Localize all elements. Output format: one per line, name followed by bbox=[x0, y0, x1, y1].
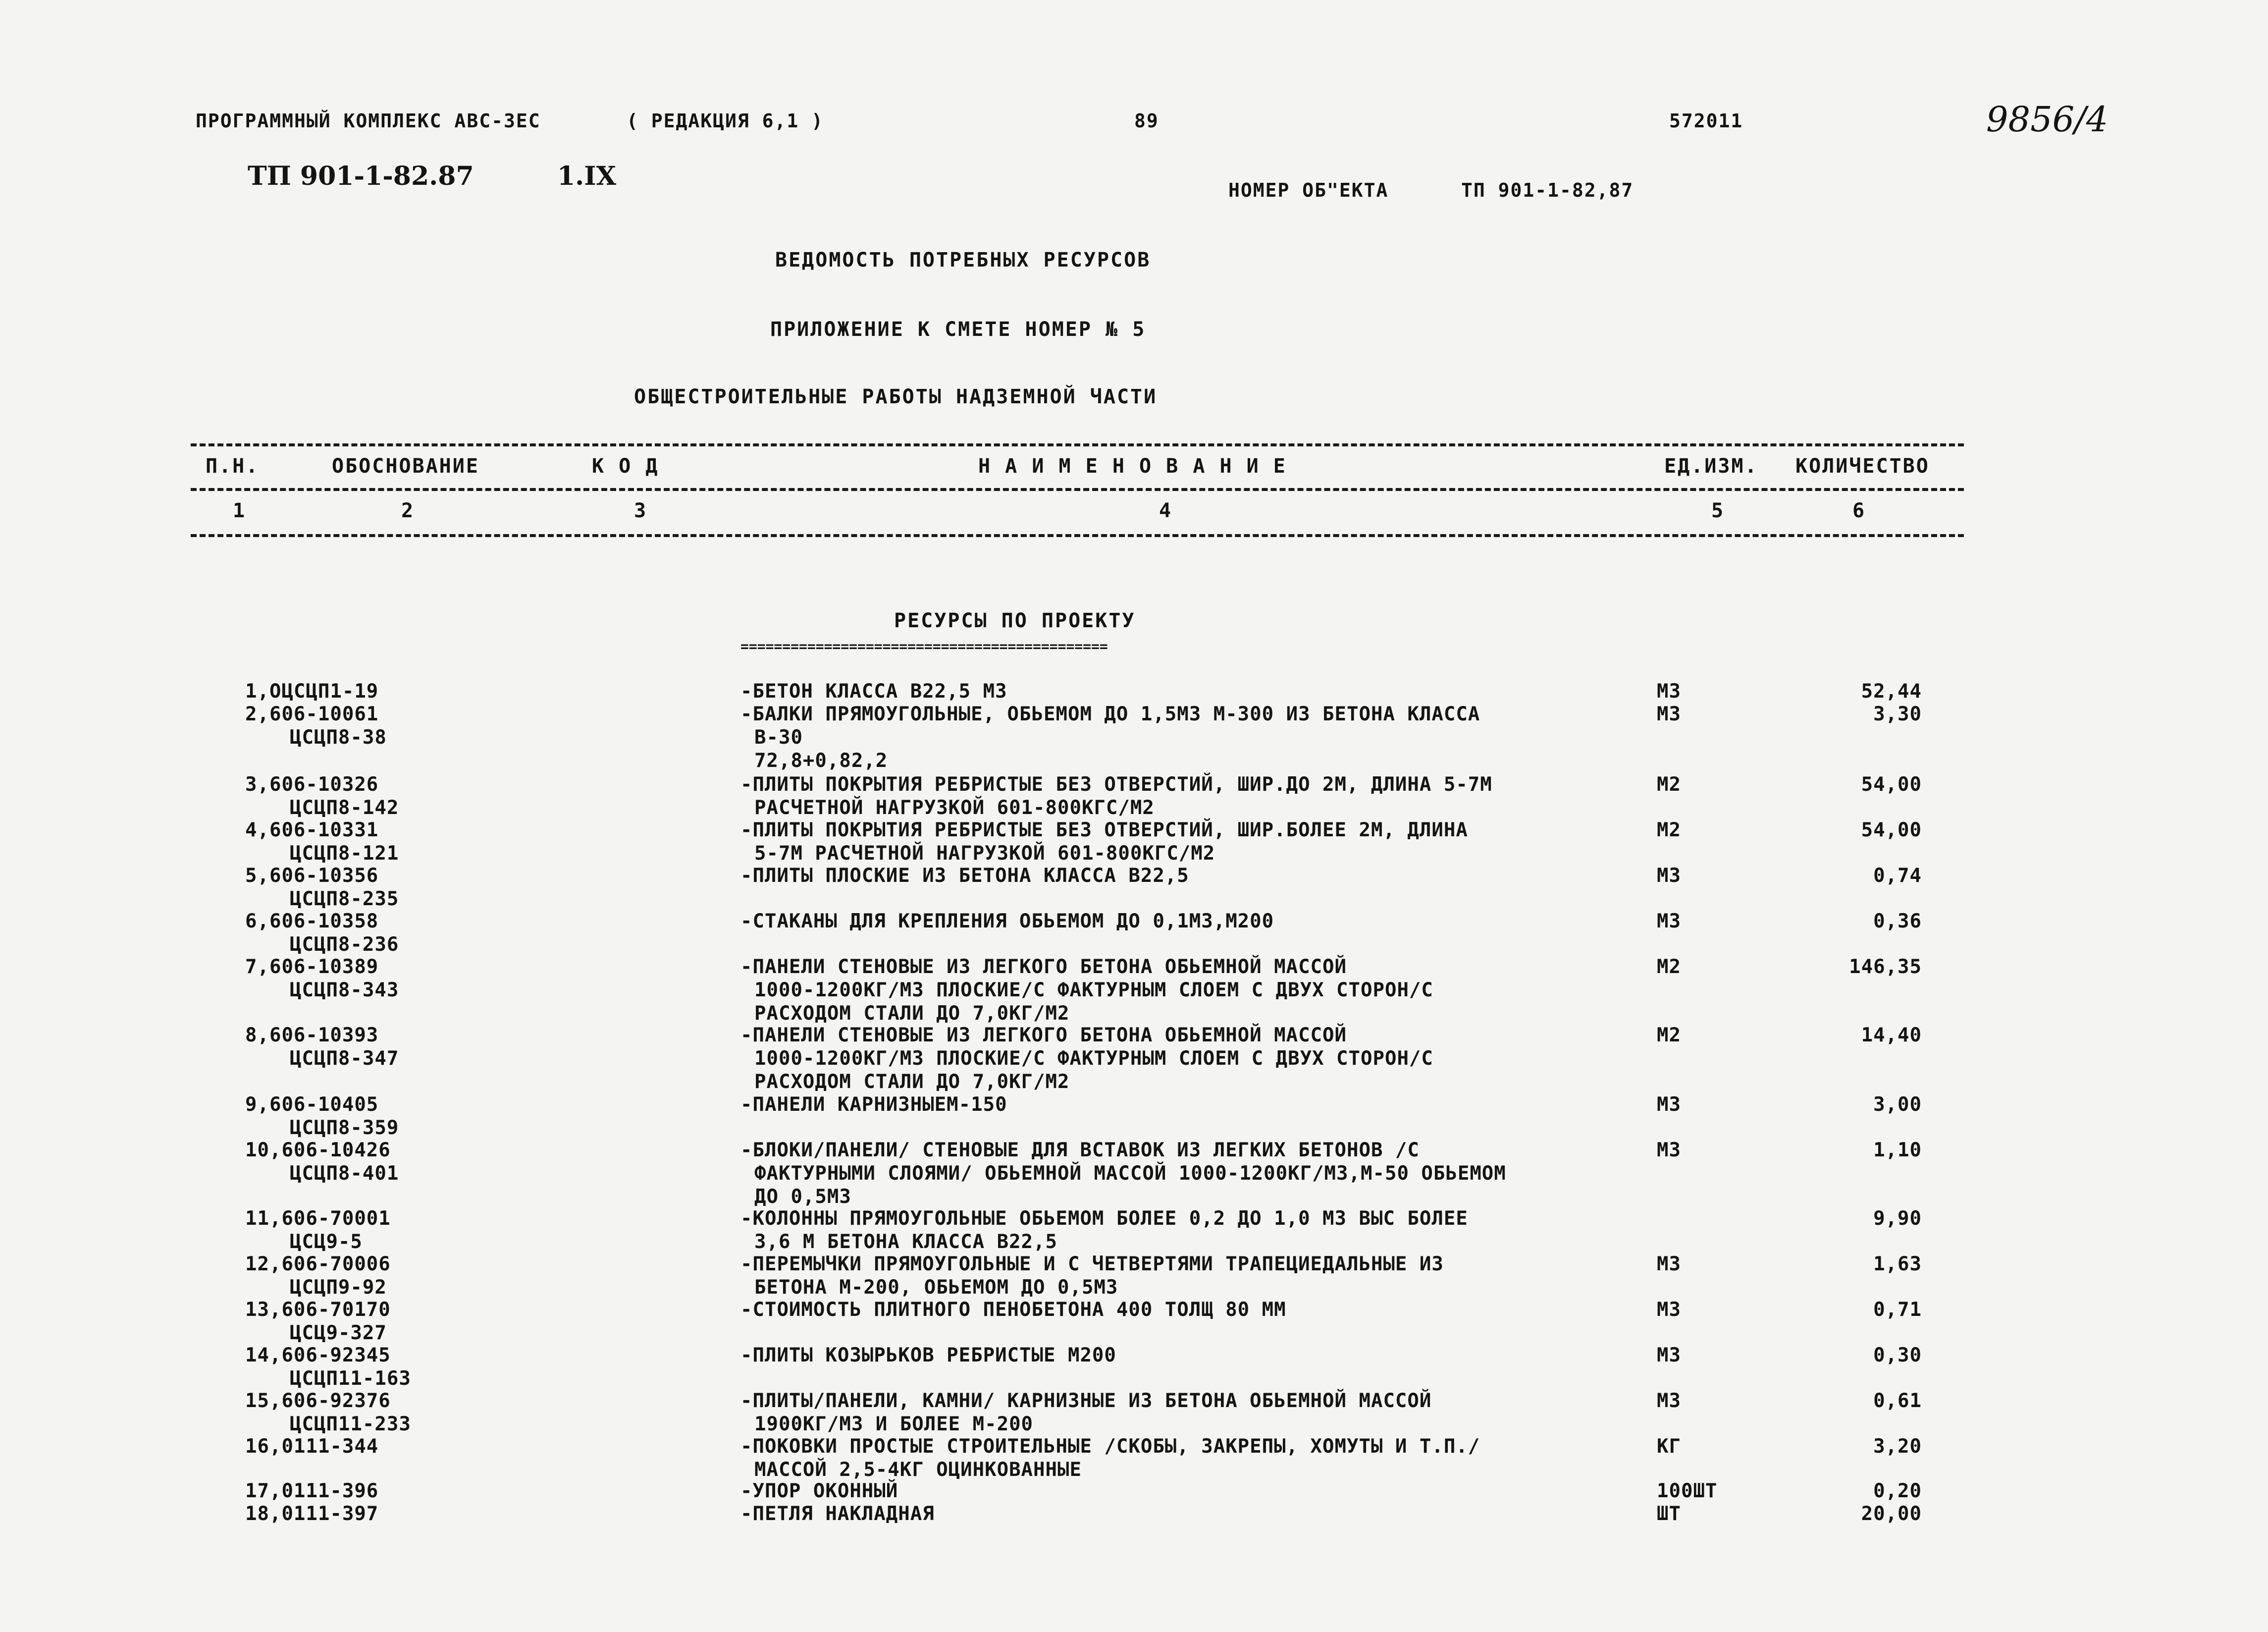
row-quantity: 3,00 bbox=[1873, 1093, 1922, 1116]
row-name-line: 1900КГ/М3 И БОЛЕЕ М-200 bbox=[754, 1413, 1034, 1435]
title-works: ОБЩЕСТРОИТЕЛЬНЫЕ РАБОТЫ НАДЗЕМНОЙ ЧАСТИ bbox=[634, 385, 1158, 408]
row-unit: М2 bbox=[1657, 773, 1681, 796]
row-name-line: -БЕТОН КЛАССА В22,5 М3 bbox=[740, 680, 1007, 703]
row-name-line: РАСХОДОМ СТАЛИ ДО 7,0КГ/М2 bbox=[754, 1002, 1070, 1025]
row-name-line: ФАКТУРНЫМИ СЛОЯМИ/ ОБЬЕМНОЙ МАССОЙ 1000-1200КГ/М3,М-50 ОБЬЕМОМ bbox=[754, 1162, 1506, 1185]
row-code-line: ЦСЦП8-235 bbox=[290, 888, 399, 910]
row-name bbox=[740, 1298, 1286, 1321]
row-code-line: 3,606-10326 bbox=[245, 773, 379, 796]
row-code-line: ЦСЦ9-327 bbox=[290, 1322, 387, 1344]
row-name bbox=[740, 1344, 1116, 1367]
row-code bbox=[245, 1389, 411, 1436]
row-code-line: 7,606-10389 bbox=[245, 956, 379, 978]
row-quantity: 20,00 bbox=[1861, 1503, 1922, 1525]
row-quantity: 0,30 bbox=[1873, 1344, 1922, 1366]
row-code-line: 17,0111-396 bbox=[245, 1480, 379, 1502]
row-name bbox=[740, 773, 1492, 819]
row-name bbox=[740, 1389, 1431, 1436]
row-code-line: 13,606-70170 bbox=[245, 1299, 391, 1321]
row-code bbox=[245, 703, 387, 749]
row-code-line: 12,606-70006 bbox=[245, 1253, 391, 1275]
col-number-3: 3 bbox=[634, 499, 646, 522]
row-quantity: 0,74 bbox=[1873, 865, 1922, 887]
row-name-line: -СТАКАНЫ ДЛЯ КРЕПЛЕНИЯ ОБЬЕМОМ ДО 0,1М3,М200 bbox=[740, 910, 1274, 932]
row-quantity: 3,20 bbox=[1873, 1435, 1922, 1458]
row-code-line: ЦСЦП9-92 bbox=[290, 1276, 387, 1299]
row-quantity: 14,40 bbox=[1861, 1024, 1922, 1046]
col-header-code: К О Д bbox=[592, 455, 659, 478]
row-code-line: ЦСЦП8-38 bbox=[290, 726, 387, 749]
row-name-line: РАСХОДОМ СТАЛИ ДО 7,0КГ/М2 bbox=[754, 1071, 1070, 1093]
row-code-line: ЦСЦП8-142 bbox=[290, 797, 399, 819]
row-unit: М3 bbox=[1657, 703, 1681, 725]
row-name-line: -ПЛИТЫ КОЗЫРЬКОВ РЕБРИСТЫЕ М200 bbox=[740, 1344, 1116, 1366]
row-name-line: -ПЕТЛЯ НАКЛАДНАЯ bbox=[740, 1503, 935, 1525]
row-quantity: 54,00 bbox=[1861, 819, 1922, 841]
row-code-line: ЦСЦП11-233 bbox=[290, 1413, 411, 1435]
row-unit: М3 bbox=[1657, 865, 1681, 887]
row-code-line: 16,0111-344 bbox=[245, 1435, 379, 1458]
row-unit: М3 bbox=[1657, 1093, 1681, 1116]
row-quantity: 146,35 bbox=[1849, 956, 1922, 978]
row-quantity: 0,61 bbox=[1873, 1390, 1922, 1412]
row-name-line: 1000-1200КГ/М3 ПЛОСКИЕ/С ФАКТУРНЫМ СЛОЕМ С ДВУХ СТОРОН/С bbox=[754, 979, 1433, 1001]
row-quantity: 9,90 bbox=[1873, 1207, 1922, 1230]
row-name-line: РАСЧЕТНОЙ НАГРУЗКОЙ 601-800КГС/М2 bbox=[754, 797, 1155, 819]
row-name bbox=[740, 1479, 898, 1503]
row-code bbox=[245, 1298, 391, 1345]
col-header-qty: КОЛИЧЕСТВО bbox=[1795, 455, 1930, 478]
row-code-line: 11,606-70001 bbox=[245, 1207, 391, 1230]
row-code bbox=[245, 1435, 378, 1458]
row-name bbox=[740, 1093, 1007, 1116]
row-name-line: -ПАНЕЛИ СТЕНОВЫЕ ИЗ ЛЕГКОГО БЕТОНА ОБЬЕМНОЙ МАССОЙ bbox=[740, 1024, 1347, 1046]
col-number-2: 2 bbox=[401, 499, 414, 522]
title-appendix: ПРИЛОЖЕНИЕ К СМЕТЕ НОМЕР № 5 bbox=[770, 318, 1146, 341]
row-name bbox=[740, 1435, 1480, 1481]
row-code-line: 1,ОЦСЦП1-19 bbox=[245, 680, 379, 703]
row-name-line: -ПЛИТЫ ПОКРЫТИЯ РЕБРИСТЫЕ БЕЗ ОТВЕРСТИЙ, ШИР.ДО 2М, ДЛИНА 5-7М bbox=[740, 773, 1492, 796]
row-unit: М2 bbox=[1657, 1024, 1681, 1046]
row-code bbox=[245, 955, 399, 1002]
row-code-line: ЦСЦП8-359 bbox=[290, 1117, 399, 1139]
row-unit: М2 bbox=[1657, 819, 1681, 841]
row-code-line: 8,606-10393 bbox=[245, 1024, 379, 1046]
row-code bbox=[245, 1024, 399, 1070]
row-unit: М3 bbox=[1657, 1139, 1681, 1161]
row-name-line: -КОЛОННЫ ПРЯМОУГОЛЬНЫЕ ОБЬЕМОМ БОЛЕЕ 0,2 ДО 1,0 М3 ВЫС БОЛЕЕ bbox=[740, 1207, 1468, 1230]
col-header-name: Н А И М Е Н О В А Н И Е bbox=[978, 455, 1287, 478]
row-quantity: 1,10 bbox=[1873, 1139, 1922, 1161]
row-code-line: ЦСЦП11-163 bbox=[290, 1367, 411, 1390]
row-unit: М3 bbox=[1657, 680, 1681, 703]
row-unit: ШТ bbox=[1657, 1503, 1681, 1525]
col-number-1: 1 bbox=[233, 499, 245, 522]
row-code-line: 6,606-10358 bbox=[245, 910, 379, 932]
row-unit: М3 bbox=[1657, 1299, 1681, 1321]
row-code bbox=[245, 910, 399, 956]
row-name bbox=[740, 680, 1007, 703]
row-code-line: 10,606-10426 bbox=[245, 1139, 391, 1161]
table-top-rule bbox=[191, 443, 1964, 446]
object-value: ТП 901-1-82,87 bbox=[1461, 179, 1634, 201]
page-number: 89 bbox=[1134, 110, 1159, 132]
row-name-line: -ПЛИТЫ/ПАНЕЛИ, КАМНИ/ КАРНИЗНЫЕ ИЗ БЕТОНА ОБЬЕМНОЙ МАССОЙ bbox=[740, 1390, 1432, 1412]
row-code-line: ЦСЦП8-236 bbox=[290, 933, 399, 956]
row-code bbox=[245, 1252, 391, 1299]
row-name-line: -БЛОКИ/ПАНЕЛИ/ СТЕНОВЫЕ ДЛЯ ВСТАВОК ИЗ ЛЕГКИХ БЕТОНОВ /С bbox=[740, 1139, 1420, 1161]
doc-code: ТП 901-1-82.87 bbox=[248, 161, 474, 191]
row-code-line: 15,606-92376 bbox=[245, 1390, 391, 1412]
row-code-line: 2,606-10061 bbox=[245, 703, 379, 725]
program-name: ПРОГРАММНЫЙ КОМПЛЕКС АВС-3ЕС bbox=[196, 110, 541, 132]
row-name-line: -УПОР ОКОННЫЙ bbox=[740, 1480, 898, 1502]
row-name-line: БЕТОНА М-200, ОБЬЕМОМ ДО 0,5М3 bbox=[754, 1276, 1118, 1299]
table-bottom-rule bbox=[191, 534, 1964, 537]
row-code bbox=[245, 1139, 399, 1185]
row-code-line: 9,606-10405 bbox=[245, 1093, 379, 1116]
handwritten-number: 9856/4 bbox=[1986, 99, 2109, 140]
row-unit: М3 bbox=[1657, 1253, 1681, 1275]
row-code bbox=[245, 1344, 411, 1390]
row-name bbox=[740, 955, 1433, 1025]
row-code-line: 14,606-92345 bbox=[245, 1344, 391, 1366]
row-code-line: ЦСЦП8-347 bbox=[290, 1047, 399, 1070]
row-name-line: -ПЕРЕМЫЧКИ ПРЯМОУГОЛЬНЫЕ И С ЧЕТВЕРТЯМИ ТРАПЕЦИЕДАЛЬНЫЕ ИЗ bbox=[740, 1253, 1444, 1275]
row-name bbox=[740, 703, 1480, 772]
row-code-line: ЦСЦП8-343 bbox=[290, 979, 399, 1001]
col-number-5: 5 bbox=[1711, 499, 1724, 522]
row-name bbox=[740, 910, 1274, 933]
row-code bbox=[245, 680, 378, 703]
row-name bbox=[740, 1502, 935, 1525]
row-name-line: МАССОЙ 2,5-4КГ ОЦИНКОВАННЫЕ bbox=[754, 1459, 1082, 1481]
row-code-line: 18,0111-397 bbox=[245, 1503, 379, 1525]
row-name bbox=[740, 1139, 1506, 1208]
table-mid-rule bbox=[191, 488, 1964, 491]
row-name-line: В-30 bbox=[754, 726, 803, 749]
object-label: НОМЕР ОБ"ЕКТА bbox=[1228, 179, 1389, 201]
row-unit: М3 bbox=[1657, 1390, 1681, 1412]
document-code: 572011 bbox=[1669, 110, 1743, 132]
row-name bbox=[740, 1252, 1444, 1299]
col-number-6: 6 bbox=[1852, 499, 1865, 522]
edition: ( РЕДАКЦИЯ 6,1 ) bbox=[627, 110, 824, 132]
row-code bbox=[245, 773, 399, 819]
row-name bbox=[740, 1207, 1468, 1253]
row-code-line: ЦСЦ9-5 bbox=[290, 1231, 363, 1253]
row-code-line: 4,606-10331 bbox=[245, 819, 379, 841]
row-name-line: -ПАНЕЛИ КАРНИЗНЫЕМ-150 bbox=[740, 1093, 1007, 1116]
row-name-line: -БАЛКИ ПРЯМОУГОЛЬНЫЕ, ОБЬЕМОМ ДО 1,5М3 М-300 ИЗ БЕТОНА КЛАССА bbox=[740, 703, 1480, 725]
row-name-line: 1000-1200КГ/М3 ПЛОСКИЕ/С ФАКТУРНЫМ СЛОЕМ С ДВУХ СТОРОН/С bbox=[754, 1047, 1433, 1070]
col-header-pn: П.Н. bbox=[206, 455, 260, 478]
row-quantity: 52,44 bbox=[1861, 680, 1922, 703]
row-code bbox=[245, 1207, 391, 1253]
row-unit: М3 bbox=[1657, 1344, 1681, 1366]
col-header-basis: ОБОСНОВАНИЕ bbox=[332, 455, 479, 478]
row-code-line: ЦСЦП8-401 bbox=[290, 1162, 399, 1185]
row-code-line: ЦСЦП8-121 bbox=[290, 842, 399, 865]
row-unit: М3 bbox=[1657, 910, 1681, 932]
section-title: РЕСУРСЫ ПО ПРОЕКТУ bbox=[894, 609, 1136, 632]
row-code bbox=[245, 818, 399, 865]
row-name-line: -ПАНЕЛИ СТЕНОВЫЕ ИЗ ЛЕГКОГО БЕТОНА ОБЬЕМНОЙ МАССОЙ bbox=[740, 956, 1347, 978]
row-code bbox=[245, 1502, 378, 1525]
row-name bbox=[740, 1024, 1433, 1093]
section-underline: ============================================ bbox=[740, 638, 1108, 654]
row-code bbox=[245, 1479, 378, 1503]
row-name bbox=[740, 864, 1189, 887]
row-quantity: 0,20 bbox=[1873, 1480, 1922, 1502]
row-name bbox=[740, 818, 1468, 865]
row-name-line: ДО 0,5М3 bbox=[754, 1186, 851, 1208]
row-quantity: 54,00 bbox=[1861, 773, 1922, 796]
row-unit: М2 bbox=[1657, 956, 1681, 978]
row-code bbox=[245, 864, 399, 911]
row-unit: КГ bbox=[1657, 1435, 1681, 1458]
row-quantity: 0,71 bbox=[1873, 1299, 1922, 1321]
section-code: 1.IX bbox=[557, 161, 616, 191]
row-name-line: 72,8+0,82,2 bbox=[754, 750, 888, 772]
row-name-line: -ПЛИТЫ ПЛОСКИЕ ИЗ БЕТОНА КЛАССА В22,5 bbox=[740, 865, 1189, 887]
row-name-line: 3,6 М БЕТОНА КЛАССА В22,5 bbox=[754, 1231, 1057, 1253]
row-quantity: 1,63 bbox=[1873, 1253, 1922, 1275]
col-number-4: 4 bbox=[1159, 499, 1171, 522]
row-code-line: 5,606-10356 bbox=[245, 865, 379, 887]
row-quantity: 0,36 bbox=[1873, 910, 1922, 932]
row-code bbox=[245, 1093, 399, 1140]
row-name-line: -СТОИМОСТЬ ПЛИТНОГО ПЕНОБЕТОНА 400 ТОЛЩ 80 ММ bbox=[740, 1299, 1286, 1321]
col-header-unit: ЕД.ИЗМ. bbox=[1664, 455, 1758, 478]
title-resources: ВЕДОМОСТЬ ПОТРЕБНЫХ РЕСУРСОВ bbox=[775, 249, 1151, 272]
row-unit: 100ШТ bbox=[1657, 1480, 1718, 1502]
row-quantity: 3,30 bbox=[1873, 703, 1922, 725]
row-name-line: -ПЛИТЫ ПОКРЫТИЯ РЕБРИСТЫЕ БЕЗ ОТВЕРСТИЙ, ШИР.БОЛЕЕ 2М, ДЛИНА bbox=[740, 819, 1468, 841]
row-name-line: 5-7М РАСЧЕТНОЙ НАГРУЗКОЙ 601-800КГС/М2 bbox=[754, 842, 1215, 865]
row-name-line: -ПОКОВКИ ПРОСТЫЕ СТРОИТЕЛЬНЫЕ /СКОБЫ, ЗАКРЕПЫ, ХОМУТЫ И Т.П./ bbox=[740, 1435, 1480, 1458]
